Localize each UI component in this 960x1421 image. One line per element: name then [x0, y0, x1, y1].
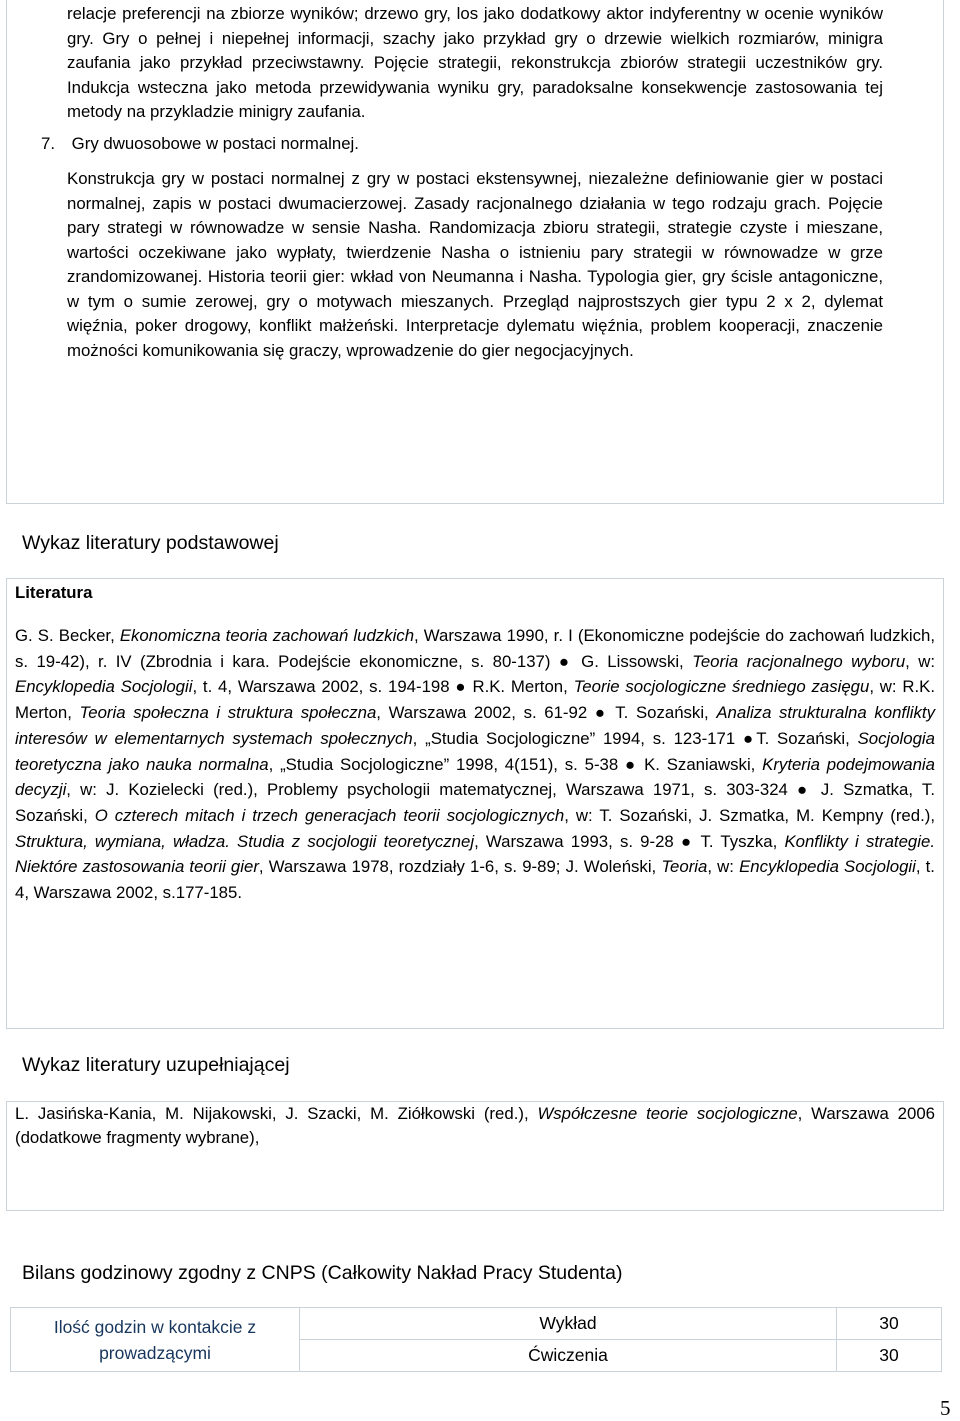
hours-balance-heading: Bilans godzinowy zgodny z CNPS (Całkowity Nakład Pracy Studenta)	[22, 1262, 623, 1284]
hours-table	[10, 1307, 942, 1372]
hours-type-cell: Ćwiczenia	[300, 1340, 837, 1372]
program-paragraph: relacje preferencji na zbiorze wyników; drzewo gry, los jako dodatkowy aktor indyferentny w ocenie wyników gry. Gry o pełnej i niepełnej informacji, szachy jako przykład gry o drzewie wielkich rozmiarów, minigra zaufania jako przykład przeciwstawny. Pojęcie strategii, rekonstrukcja zbiorów strategii uczestników gry. Indukcja wsteczna jako metoda przewidywania wyniku gry, paradoksalne konsekwencje zastosowania tej metody na przykladzie minigry zaufania.	[67, 4, 883, 121]
table-row	[11, 1308, 942, 1340]
item-number: 7.	[41, 133, 55, 153]
contact-hours-label: Ilość godzin w kontakcie z prowadzącymi	[11, 1308, 300, 1372]
supplementary-literature-list: L. Jasińska-Kania, M. Nijakowski, J. Szacki, M. Ziółkowski (red.), Współczesne teorie socjologiczne, Warszawa 2006 (dodatkowe fragmenty wybrane),	[15, 1104, 935, 1147]
program-paragraph: Konstrukcja gry w postaci normalnej z gry w postaci ekstensywnej, niezależne definiowanie gier w postaci normalnej, zapis w postaci dwumacierzowej. Zasady racjonalnego działania w tego rodzaju grach. Pojęcie pary strategi w równowadze w sensie Nasha. Randomizacja zbioru strategii, strategie czyste i mieszane, wartości oczekiwane jako wypłaty, twierdzenie Nasha o istnieniu pary strategii w równowadze w grze zrandomizowanej. Historia teorii gier: wkład von Neumanna i Nasha. Typologia gier, gry ścisle antagoniczne, w tym o sumie zerowej, gry o motywach mieszanych. Przegląd najprostszych gier typu 2 x 2, dylemat więźnia, poker drogowy, konflikt małżeński. Interpretacje dylematu więźnia, problem kooperacji, znaczenie możności komunikowania się graczy, wprowadzenie do gier negocjacyjnych.	[67, 169, 883, 360]
supplementary-literature-box	[6, 1101, 944, 1211]
program-item-7	[41, 132, 883, 157]
hours-value-cell: 30	[837, 1340, 942, 1372]
item-title: Gry dwuosobowe w postaci normalnej.	[71, 133, 359, 153]
literature-list: G. S. Becker, Ekonomiczna teoria zachowań ludzkich, Warszawa 1990, r. I (Ekonomiczne podejście do zachowań ludzkich, s. 19-42), r. IV (Zbrodnia i kara. Podejście ekonomiczne, s. 80-137) ● G. Lissowski, Teoria racjonalnego wyboru, w: Encyklopedia Socjologii, t. 4, Warszawa 2002, s. 194-198 ● R.K. Merton, Teorie socjologiczne średniego zasięgu, w: R.K. Merton, Teoria społeczna i struktura społeczna, Warszawa 2002, s. 61-92 ● T. Sozański, Analiza strukturalna konflikty interesów w elementarnych systemach społecznych, „Studia Socjologiczne” 1994, s. 123-171 ●T. Sozański, Socjologia teoretyczna jako nauka normalna, „Studia Socjologiczne” 1998, 4(151), s. 5-38 ● K. Szaniawski, Kryteria podejmowania decyzji, w: J. Kozielecki (red.), Problemy psychologii matematycznej, Warszawa 1971, s. 303-324 ● J. Szmatka, T. Sozański, O czterech mitach i trzech generacjach teorii socjologicznych, w: T. Sozański, J. Szmatka, M. Kempny (red.), Struktura, wymiana, władza. Studia z socjologii teoretycznej, Warszawa 1993, s. 9-28 ● T. Tyszka, Konflikty i strategie. Niektóre zastosowania teorii gier, Warszawa 1978, rozdziały 1-6, s. 9-89; J. Woleński, Teoria, w: Encyklopedia Socjologii, t. 4, Warszawa 2002, s.177-185.	[15, 626, 936, 903]
page-number: 5	[940, 1396, 951, 1420]
literature-label: Literatura	[15, 583, 93, 602]
basic-literature-heading: Wykaz literatury podstawowej	[22, 532, 279, 554]
hours-type-cell: Wykład	[300, 1308, 837, 1340]
basic-literature-box	[6, 578, 944, 1029]
supplementary-literature-heading: Wykaz literatury uzupełniającej	[22, 1054, 290, 1076]
program-content-box	[6, 0, 944, 504]
hours-value-cell: 30	[837, 1308, 942, 1340]
